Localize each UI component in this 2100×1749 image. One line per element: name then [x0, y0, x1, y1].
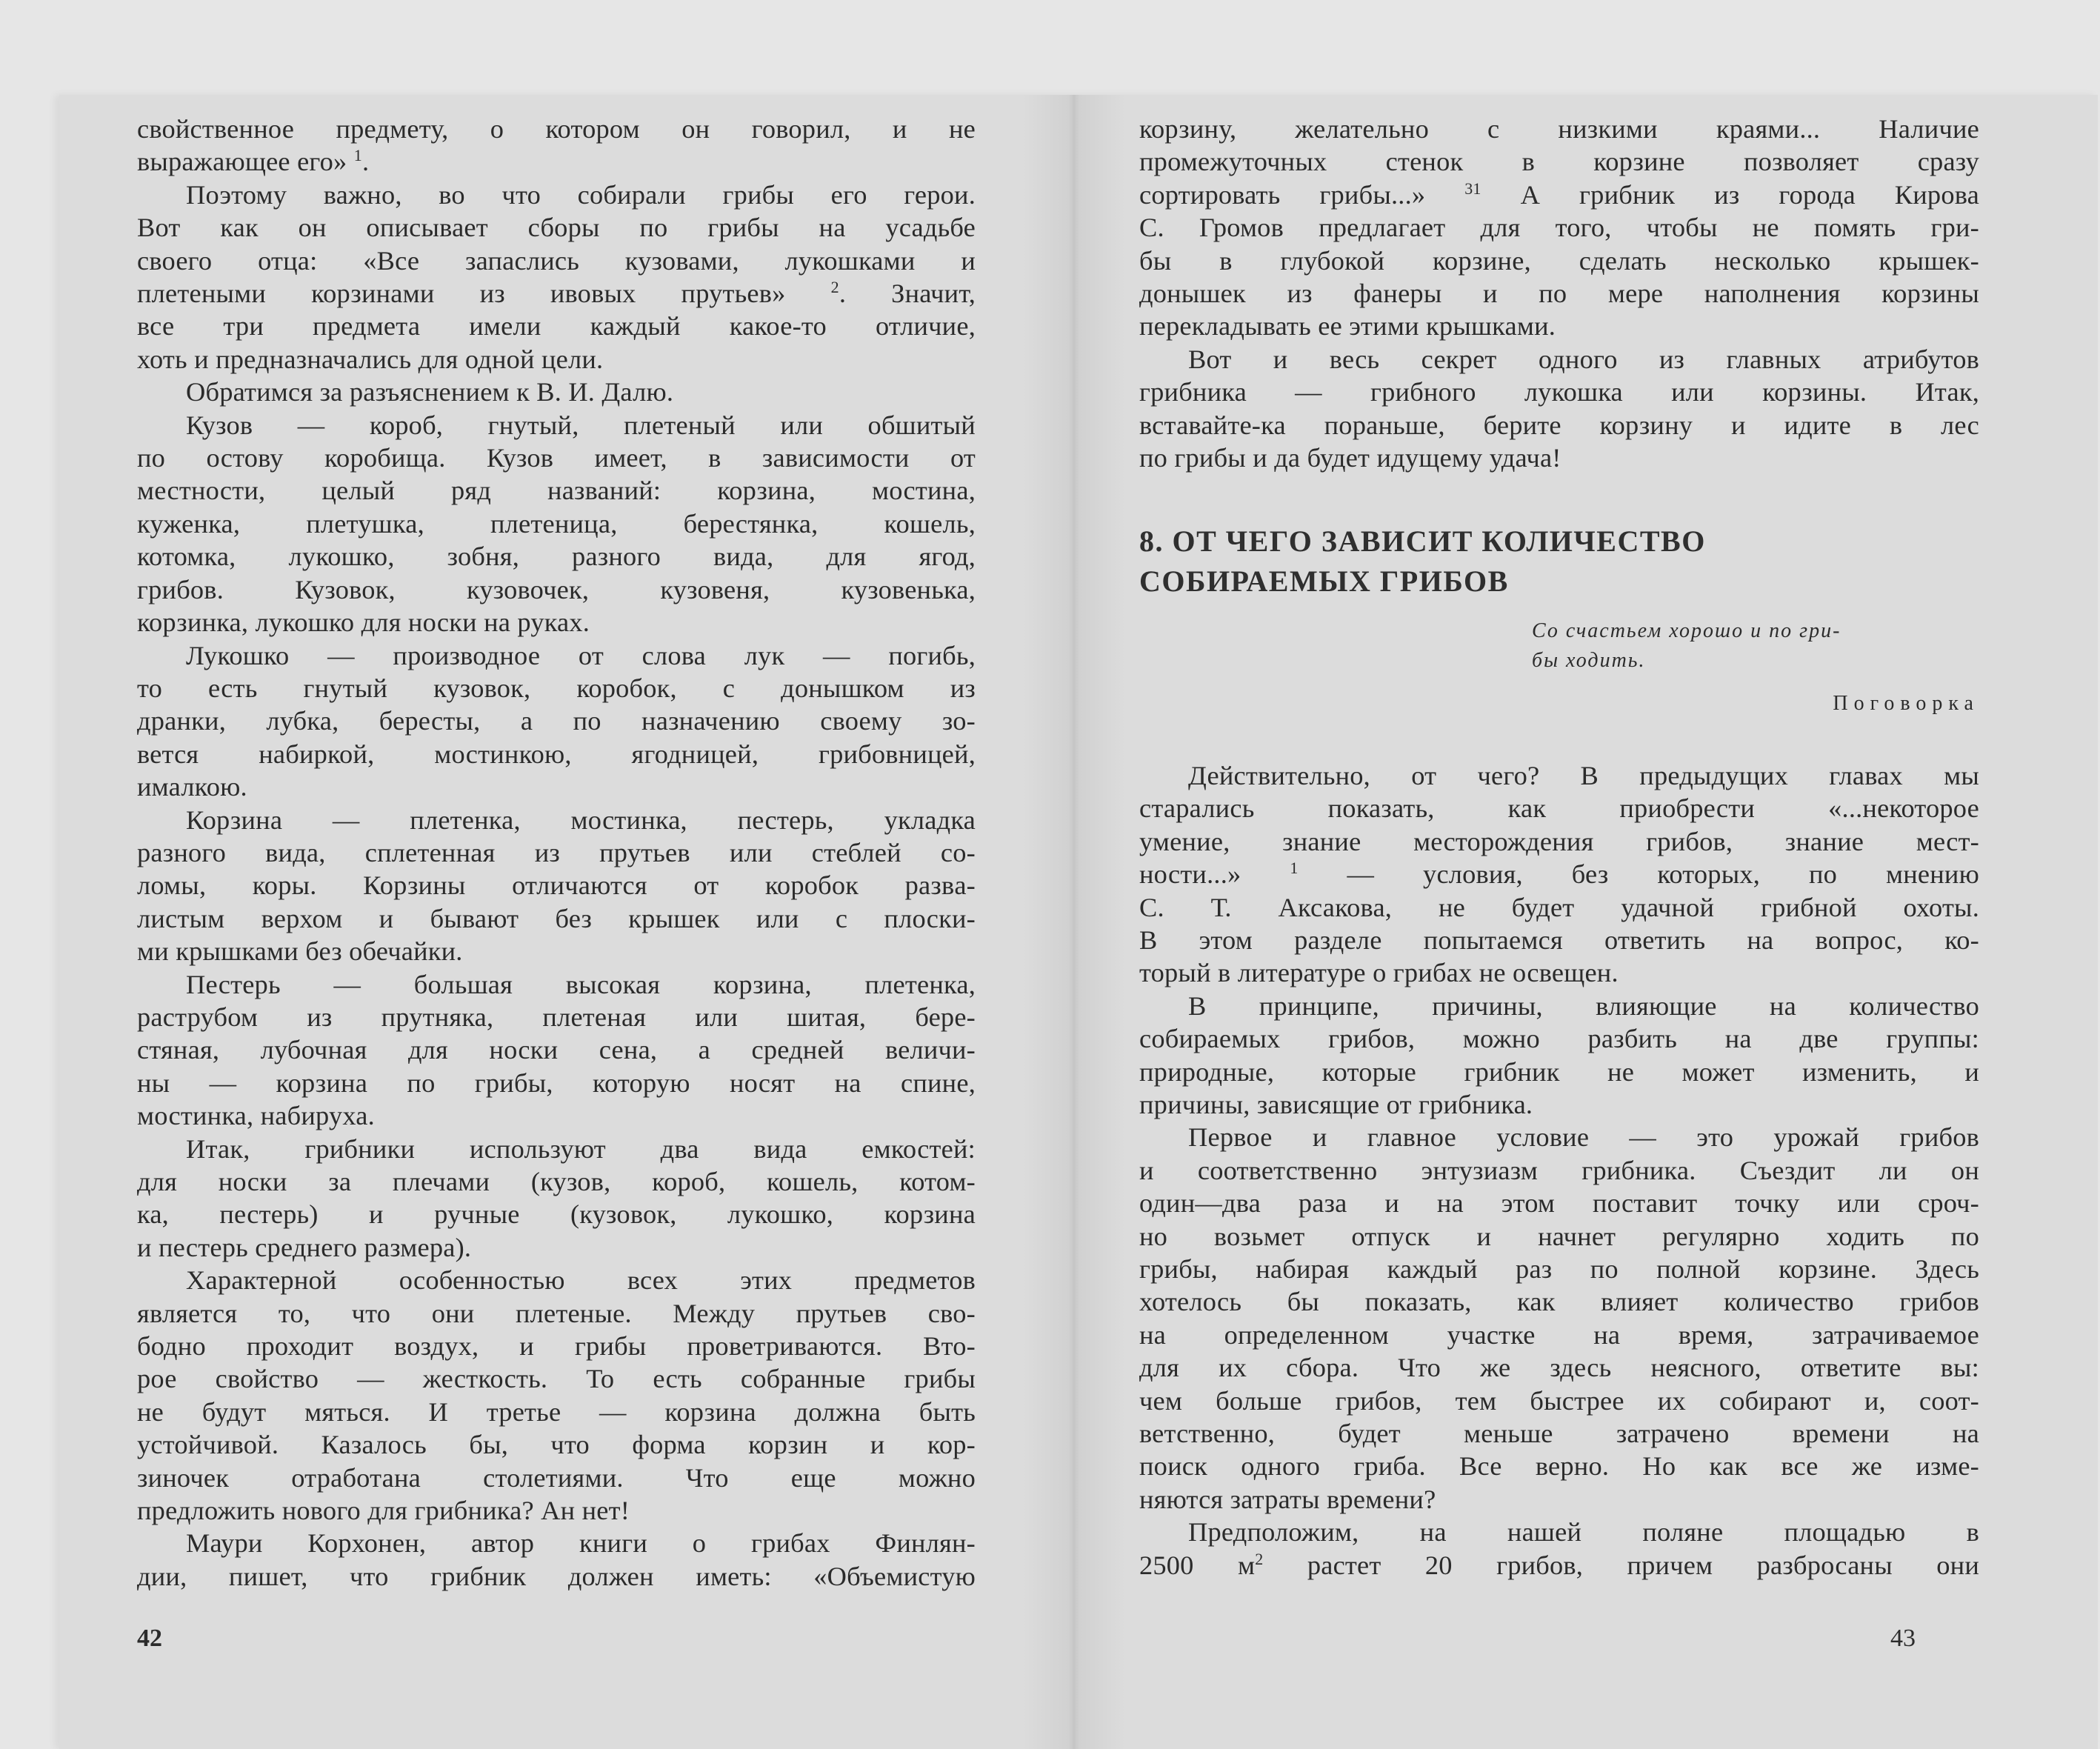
text-line: мостинка, набируха. — [137, 1101, 375, 1131]
text-line: торый в литературе о грибах не освещен. — [1139, 958, 1619, 988]
text-line: ималкою. — [137, 772, 247, 802]
right-page — [1139, 113, 1979, 1582]
text-line: Лукошко — производное от слова лук — погибь, — [186, 640, 976, 670]
text-line: старались показать, как приобрести «...некоторое — [1139, 793, 1979, 824]
text-line: Вот как он описывает сборы по грибы на усадьбе — [137, 213, 976, 243]
book-spread — [59, 95, 2098, 1749]
text-line: корзину, желательно с низкими краями... Наличие — [1139, 114, 1979, 144]
text-line: Пестерь — большая высокая корзина, плетенка, — [186, 969, 976, 999]
text-line: вется набиркой, мостинкою, ягодницей, грибовницей, — [137, 739, 976, 769]
paragraph — [137, 639, 976, 804]
text-line: предложить нового для грибника? Ан нет! — [137, 1496, 630, 1526]
text-line: хотелось бы показать, как влияет количество грибов — [1139, 1287, 1979, 1317]
text-line: ности...» $^1$ — условия, без которых, по мнению — [1139, 858, 1979, 890]
text-line: для носки за плечами (кузов, короб, кошель, котом- — [137, 1167, 976, 1196]
text-line: умение, знание месторождения грибов, знание мест- — [1139, 826, 1979, 856]
text-line: Кузов — короб, гнутый, плетеный или обшитый — [186, 410, 976, 440]
paragraph — [137, 968, 976, 1133]
chapter-heading — [1139, 522, 1979, 602]
text-line: собираемых грибов, можно разбить на две группы: — [1139, 1024, 1979, 1054]
left-page — [137, 113, 976, 1593]
text-line: все три предмета имели каждый какое-то отличие, — [137, 311, 976, 342]
text-line: грибов. Кузовок, кузовочек, кузовеня, кузовенька, — [137, 574, 976, 604]
text-line: грибника — грибного лукошка или корзины. Итак, — [1139, 377, 1979, 407]
footnote-ref: 2 — [830, 277, 839, 296]
paragraph — [1139, 1516, 1979, 1582]
text-line: Действительно, от чего? В предыдущих главах мы — [1188, 760, 1979, 790]
text-line: своего отца: «Все запаслись кузовами, лукошками и — [137, 245, 976, 276]
text-line: Маури Корхонен, автор книги о грибах Финлян- — [186, 1528, 976, 1559]
text-line: 2500 $м^2$ растет 20 грибов, причем разбросаны они — [1139, 1549, 1980, 1580]
text-line: причины, зависящие от грибника. — [1139, 1089, 1533, 1119]
footnote-ref: 31 — [1464, 179, 1481, 198]
epigraph-source: Поговорка — [1833, 692, 1979, 716]
text-line: котомка, лукошко, зобня, разного вида, для ягод, — [137, 542, 976, 572]
paragraph — [137, 1527, 976, 1593]
text-line: вставайте-ка пораньше, берите корзину и идите в лес — [1139, 410, 1979, 440]
epigraph-line: Со счастьем хорошо и по гри- — [1532, 619, 1841, 643]
text-line: свойственное предмету, о котором он говорил, и не — [137, 114, 976, 144]
paragraph — [137, 409, 976, 639]
text-line: корзинка, лукошко для носки на руках. — [137, 607, 590, 638]
text-line: и пестерь среднего размера). — [137, 1232, 472, 1262]
footnote-ref: 1 — [353, 146, 362, 165]
text-line: перекладывать ее этими крышками. — [1139, 311, 1556, 342]
chapter-heading-line: СОБИРАЕМЫХ ГРИБОВ — [1139, 564, 1509, 599]
text-line: по грибы и да будет идущему удача! — [1139, 443, 1561, 473]
footnote-ref: 1 — [1290, 858, 1299, 877]
text-line: чем больше грибов, тем быстрее их собирают и, соот- — [1139, 1385, 1979, 1416]
book-gutter — [1022, 95, 1126, 1749]
text-line: Обратимся за разъяснением к В. И. Далю. — [186, 377, 674, 407]
text-line: является то, что они плетеные. Между прутьев сво- — [137, 1298, 976, 1328]
paragraph — [137, 113, 976, 179]
text-line: хоть и предназначались для одной цели. — [137, 344, 604, 374]
text-line: рое свойство — жесткость. То есть собранные грибы — [137, 1364, 976, 1394]
text-line: и соответственно энтузиазм грибника. Съездит ли он — [1139, 1155, 1979, 1185]
text-line: донышек из фанеры и по мере наполнения корзины — [1139, 279, 1979, 309]
paragraph — [1139, 343, 1979, 475]
text-line: раструбом из прутняка, плетеная или шитая, бере- — [137, 1002, 976, 1032]
page-number: 43 — [1890, 1625, 1916, 1652]
text-line: бы в глубокой корзине, сделать несколько крышек- — [1139, 245, 1979, 276]
text-line: устойчивой. Казалось бы, что форма корзин и кор- — [137, 1430, 976, 1460]
superscript-2: 2 — [1255, 1549, 1264, 1568]
paragraph — [137, 376, 976, 408]
text-line: один—два раза и на этом поставит точку или сроч- — [1139, 1188, 1979, 1219]
text-line: стяная, лубочная для носки сена, а средней величи- — [137, 1035, 976, 1065]
text-line: зиночек отработана столетиями. Что еще можно — [137, 1462, 976, 1493]
text-line: плетеными корзинами из ивовых прутьев» $^2$. Значит, — [137, 277, 976, 309]
text-line: Итак, грибники используют два вида емкостей: — [186, 1133, 976, 1164]
text-line: дранки, лубка, бересты, а по назначению своему зо- — [137, 706, 976, 736]
paragraph — [137, 179, 976, 376]
text-line: ветственно, будет меньше затрачено времени на — [1139, 1419, 1979, 1448]
text-line: по остову коробища. Кузов имеет, в зависимости от — [137, 443, 976, 473]
text-line: Поэтому важно, во что собирали грибы его герои. — [186, 179, 976, 210]
text-line: природные, которые грибник не может изменить, и — [1139, 1056, 1979, 1087]
text-line: Вот и весь секрет одного из главных атрибутов — [1188, 344, 1979, 374]
paragraph — [1139, 1121, 1979, 1516]
text-line: Характерной особенностью всех этих предметов — [186, 1265, 976, 1296]
text-line: С. Т. Аксакова, не будет удачной грибной охоты. — [1139, 892, 1979, 922]
text-line: ломы, коры. Корзины отличаются от коробок развa- — [137, 870, 976, 901]
text-line: выражающее его» $^1$. — [137, 146, 370, 177]
text-line: промежуточных стенок в корзине позволяет сразу — [1139, 147, 1979, 177]
text-line: листым верхом и бывают без крышек или с плоски- — [137, 903, 976, 933]
text-line: Предположим, на нашей поляне площадью в — [1188, 1517, 1979, 1548]
text-line: няются затраты времени? — [1139, 1484, 1436, 1514]
chapter-heading-line: 8. ОТ ЧЕГО ЗАВИСИТ КОЛИЧЕСТВО — [1139, 524, 1706, 559]
paragraph — [137, 804, 976, 968]
text-line: С. Громов предлагает для того, чтобы не помять гри- — [1139, 213, 1979, 243]
text-line: грибы, набирая каждый раз по полной корзине. Здесь — [1139, 1253, 1979, 1284]
text-line: ми крышками без обечайки. — [137, 936, 463, 967]
text-line: В принципе, причины, влияющие на количество — [1188, 990, 1979, 1021]
text-line: В этом разделе попытаемся ответить на вопрос, ко- — [1139, 925, 1979, 955]
text-line: сортировать грибы...» $^{31}$ А грибник из города Кирова — [1139, 179, 1979, 210]
text-line: поиск одного гриба. Все верно. Но как все же изме- — [1139, 1451, 1979, 1482]
epigraph-line: бы ходить. — [1532, 649, 1646, 673]
text-line: то есть гнутый кузовок, коробок, с донышком из — [137, 673, 976, 703]
text-line: ка, пестерь) и ручные (кузовок, лукошко, корзина — [137, 1199, 976, 1230]
text-line: бодно проходит воздух, и грибы проветриваются. Вто- — [137, 1331, 976, 1362]
text-line: для их сбора. Что же здесь неясного, ответите вы: — [1139, 1353, 1979, 1383]
paragraph — [1139, 990, 1979, 1122]
text-line: Первое и главное условие — это урожай грибов — [1188, 1122, 1979, 1153]
epigraph — [1532, 616, 1979, 676]
text-line: не будут мяться. И третье — корзина должна быть — [137, 1396, 976, 1427]
paragraph — [1139, 113, 1979, 343]
paragraph — [1139, 759, 1979, 990]
paragraph — [137, 1133, 976, 1265]
text-line: куженка, плетушка, плетеница, берестянка, кошель, — [137, 508, 976, 539]
text-line: ны — корзина по грибы, которую носят на спине, — [137, 1067, 976, 1098]
text-line: на определенном участке на время, затрачиваемое — [1139, 1319, 1979, 1350]
text-line: но возьмет отпуск и начнет регулярно ходить по — [1139, 1221, 1979, 1251]
text-line: дии, пишет, что грибник должен иметь: «Объемистую — [137, 1561, 976, 1591]
text-line: местности, целый ряд названий: корзина, мостина, — [137, 476, 976, 506]
text-line: разного вида, сплетенная из прутьев или стеблей со- — [137, 837, 976, 867]
text-line: Корзина — плетенка, мостинка, пестерь, укладка — [186, 804, 976, 835]
paragraph — [137, 1264, 976, 1527]
page-number: 42 — [137, 1625, 162, 1652]
